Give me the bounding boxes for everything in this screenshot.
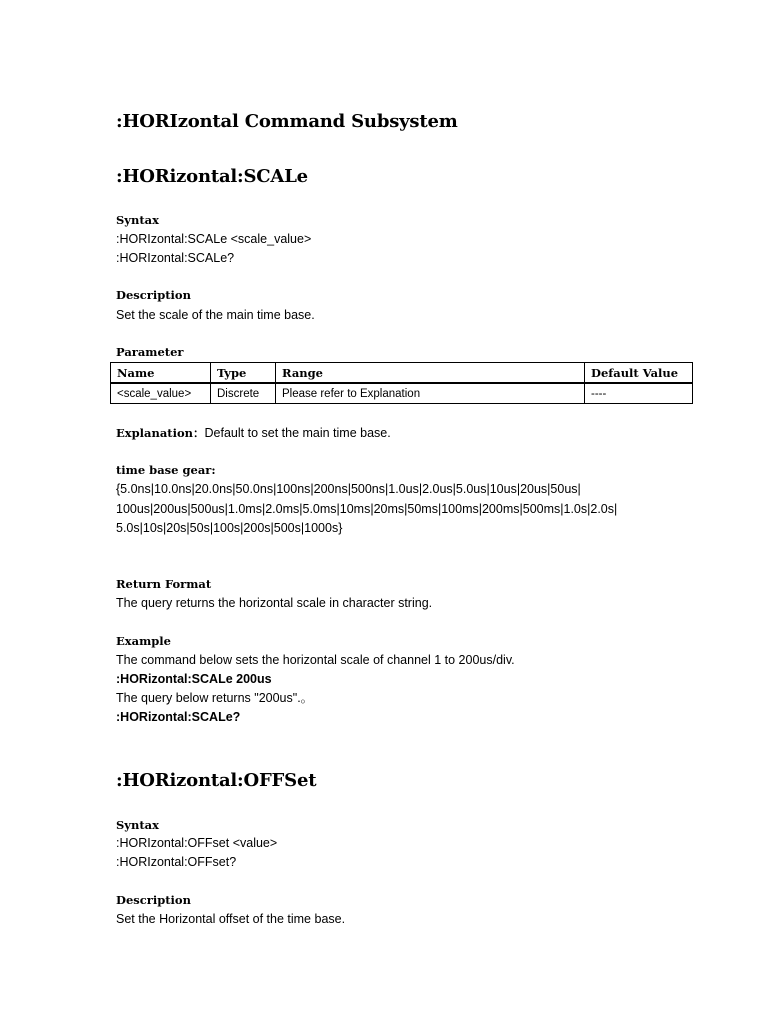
section-heading-scale: :HORizontal:SCALe [116, 166, 308, 187]
description-text: Set the scale of the main time base. [116, 308, 315, 322]
section-heading-offset: :HORizontal:OFFSet [116, 770, 317, 791]
explanation-label: Explanation： [116, 426, 205, 440]
parameter-table [110, 362, 693, 404]
explanation-text: Default to set the main time base. [204, 426, 391, 440]
syntax-label: Syntax [116, 818, 159, 832]
example-line: The command below sets the horizontal scale of channel 1 to 200us/div. [116, 653, 515, 667]
table-header-cell: Type [211, 363, 276, 384]
example-line: The query below returns "200us".。 [116, 691, 314, 705]
return-format-text: The query returns the horizontal scale in character string. [116, 596, 433, 610]
example-query: :HORizontal:SCALe? [116, 710, 241, 724]
parameter-label: Parameter [116, 345, 184, 359]
table-header-cell: Name [111, 363, 211, 384]
gear-label: time base gear: [116, 463, 216, 477]
gear-line: 5.0s|10s|20s|50s|100s|200s|500s|1000s} [116, 521, 343, 535]
description-label: Description [116, 288, 191, 302]
description-text: Set the Horizontal offset of the time base. [116, 912, 346, 926]
explanation [116, 424, 391, 442]
example-command: :HORizontal:SCALe 200us [116, 672, 272, 686]
gear-line: {5.0ns|10.0ns|20.0ns|50.0ns|100ns|200ns|500ns|1.0us|2.0us|5.0us|10us|20us|50us| [116, 482, 581, 496]
syntax-line: :HORIzontal:OFFset <value> [116, 836, 278, 850]
table-cell: Discrete [211, 383, 276, 404]
syntax-line: :HORIzontal:SCALe? [116, 251, 235, 265]
syntax-label: Syntax [116, 213, 159, 227]
example-label: Example [116, 634, 171, 648]
return-format-label: Return Format [116, 577, 212, 591]
page-title: :HORIzontal Command Subsystem [116, 111, 458, 132]
table-header-cell: Default Value [585, 363, 693, 384]
table-cell: ---- [585, 383, 693, 404]
syntax-line: :HORIzontal:SCALe <scale_value> [116, 232, 312, 246]
description-label: Description [116, 893, 191, 907]
table-cell: Please refer to Explanation [276, 383, 585, 404]
table-row [111, 383, 693, 404]
table-header-row [111, 363, 693, 384]
table-cell: <scale_value> [111, 383, 211, 404]
gear-line: 100us|200us|500us|1.0ms|2.0ms|5.0ms|10ms|20ms|50ms|100ms|200ms|500ms|1.0s|2.0s| [116, 502, 618, 516]
syntax-line: :HORIzontal:OFFset? [116, 855, 237, 869]
table-header-cell: Range [276, 363, 585, 384]
